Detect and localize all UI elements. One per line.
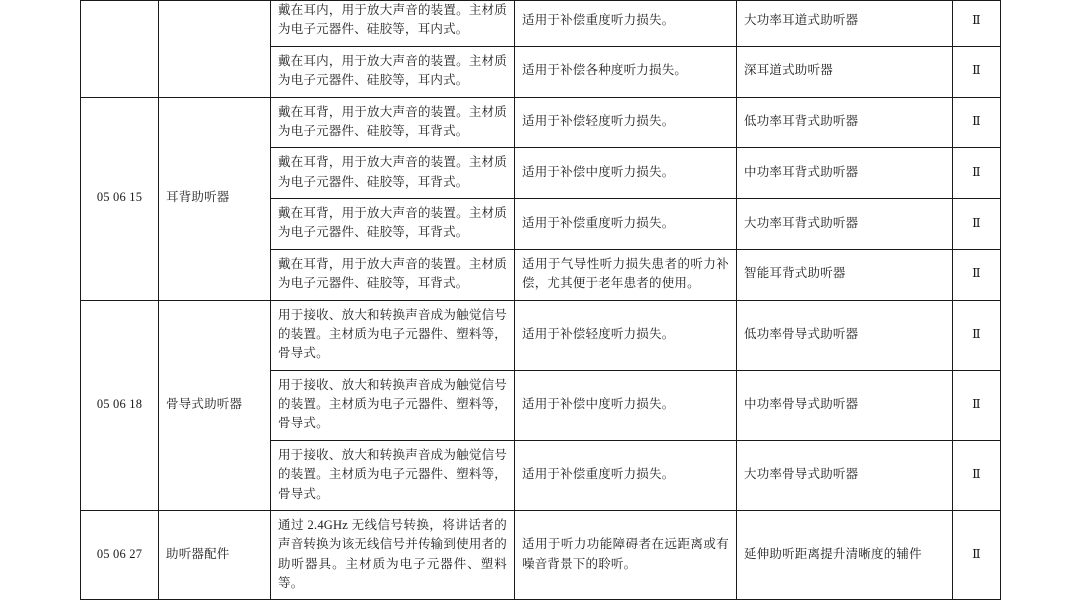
cell-management-class: Ⅱ — [953, 97, 1001, 148]
cell-management-class: Ⅱ — [953, 249, 1001, 300]
cell-intended-use: 适用于补偿重度听力损失。 — [515, 1, 737, 47]
cell-description: 戴在耳背，用于放大声音的装置。主材质为电子元器件、硅胶等，耳背式。 — [271, 249, 515, 300]
cell-management-class: Ⅱ — [953, 370, 1001, 440]
cell-description: 戴在耳背，用于放大声音的装置。主材质为电子元器件、硅胶等，耳背式。 — [271, 148, 515, 199]
table-row — [81, 510, 1001, 600]
cell-code — [81, 1, 159, 98]
cell-management-class: Ⅱ — [953, 199, 1001, 250]
cell-intended-use: 适用于补偿中度听力损失。 — [515, 148, 737, 199]
cell-management-class: Ⅱ — [953, 510, 1001, 600]
cell-management-class: Ⅱ — [953, 300, 1001, 370]
cell-product-name: 助听器配件 — [159, 510, 271, 600]
cell-intended-use: 适用于补偿中度听力损失。 — [515, 370, 737, 440]
cell-product-example: 大功率耳道式助听器 — [737, 1, 953, 47]
cell-description: 用于接收、放大和转换声音成为触觉信号的装置。主材质为电子元器件、塑料等，骨导式。 — [271, 440, 515, 510]
cell-code: 05 06 18 — [81, 300, 159, 510]
cell-product-name — [159, 1, 271, 98]
cell-intended-use: 适用于补偿各种度听力损失。 — [515, 46, 737, 97]
cell-description: 通过 2.4GHz 无线信号转换，将讲话者的声音转换为该无线信号并传输到使用者的助听器具。主材质为电子元器件、塑料等。 — [271, 510, 515, 600]
cell-description: 用于接收、放大和转换声音成为触觉信号的装置。主材质为电子元器件、塑料等，骨导式。 — [271, 370, 515, 440]
cell-intended-use: 适用于气导性听力损失患者的听力补偿，尤其便于老年患者的使用。 — [515, 249, 737, 300]
cell-product-example: 低功率骨导式助听器 — [737, 300, 953, 370]
cell-description: 戴在耳背，用于放大声音的装置。主材质为电子元器件、硅胶等，耳背式。 — [271, 97, 515, 148]
cell-intended-use: 适用于补偿重度听力损失。 — [515, 440, 737, 510]
cell-intended-use: 适用于补偿轻度听力损失。 — [515, 97, 737, 148]
cell-description: 戴在耳内，用于放大声音的装置。主材质为电子元器件、硅胶等，耳内式。 — [271, 1, 515, 47]
cell-product-example: 深耳道式助听器 — [737, 46, 953, 97]
table-row — [81, 97, 1001, 148]
cell-management-class: Ⅱ — [953, 1, 1001, 47]
cell-product-name: 耳背助听器 — [159, 97, 271, 300]
cell-product-example: 智能耳背式助听器 — [737, 249, 953, 300]
cell-code: 05 06 15 — [81, 97, 159, 300]
cell-product-example: 低功率耳背式助听器 — [737, 97, 953, 148]
cell-product-example: 中功率骨导式助听器 — [737, 370, 953, 440]
cell-product-example: 大功率耳背式助听器 — [737, 199, 953, 250]
table-row — [81, 1, 1001, 47]
cell-intended-use: 适用于听力功能障碍者在远距离或有噪音背景下的聆听。 — [515, 510, 737, 600]
cell-description: 用于接收、放大和转换声音成为触觉信号的装置。主材质为电子元器件、塑料等，骨导式。 — [271, 300, 515, 370]
classification-table — [80, 0, 1001, 600]
cell-product-example: 中功率耳背式助听器 — [737, 148, 953, 199]
table-row — [81, 300, 1001, 370]
cell-intended-use: 适用于补偿轻度听力损失。 — [515, 300, 737, 370]
cell-description: 戴在耳背，用于放大声音的装置。主材质为电子元器件、硅胶等，耳背式。 — [271, 199, 515, 250]
cell-management-class: Ⅱ — [953, 440, 1001, 510]
cell-product-example: 延伸助听距离提升清晰度的辅件 — [737, 510, 953, 600]
cell-management-class: Ⅱ — [953, 148, 1001, 199]
table-body — [81, 1, 1001, 600]
cell-product-example: 大功率骨导式助听器 — [737, 440, 953, 510]
cell-code: 05 06 27 — [81, 510, 159, 600]
cell-product-name: 骨导式助听器 — [159, 300, 271, 510]
cell-management-class: Ⅱ — [953, 46, 1001, 97]
cell-description: 戴在耳内，用于放大声音的装置。主材质为电子元器件、硅胶等，耳内式。 — [271, 46, 515, 97]
cell-intended-use: 适用于补偿重度听力损失。 — [515, 199, 737, 250]
